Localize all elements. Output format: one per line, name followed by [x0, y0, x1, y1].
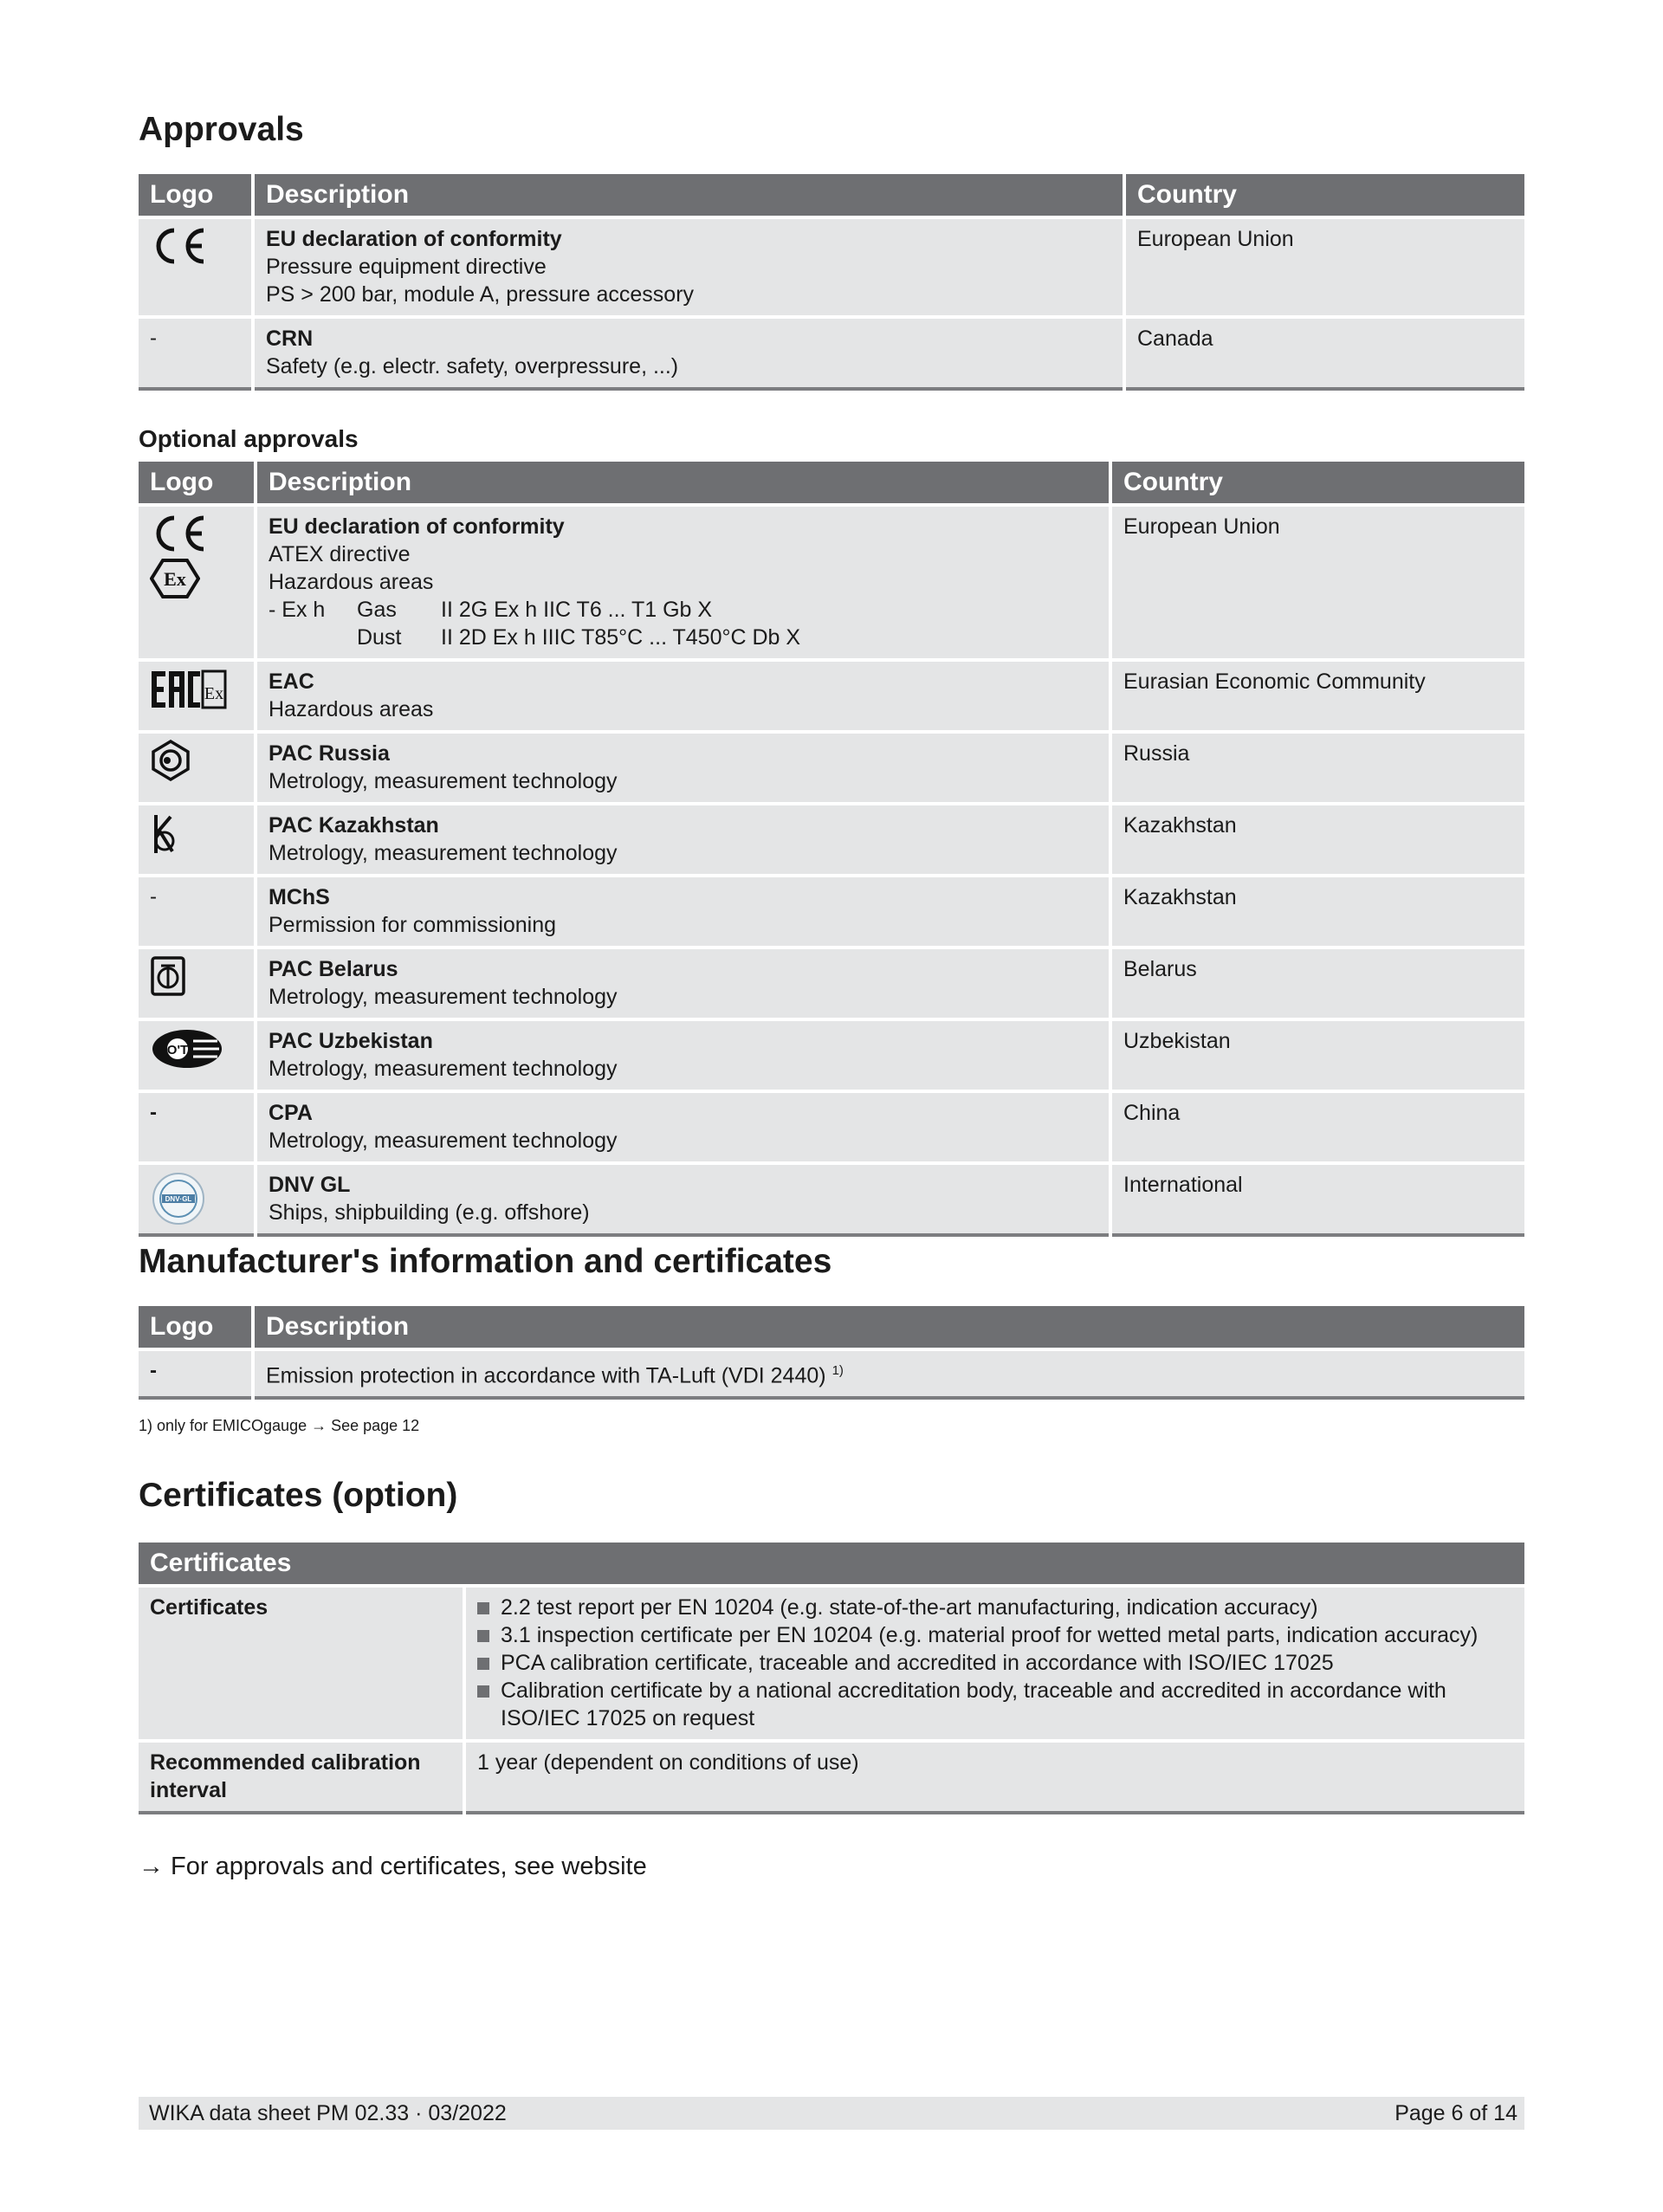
description-cell [255, 1351, 1524, 1400]
list-item: Calibration certificate by a national accreditation body, traceable and accredited in accordance with ISO/IEC 17025 on request [477, 1677, 1513, 1732]
row-line: Metrology, measurement technology [269, 841, 618, 865]
logo-cell: - [139, 319, 251, 391]
country-cell: Belarus [1112, 949, 1524, 1018]
table-row [139, 319, 1524, 391]
optional-approvals-table [135, 458, 1528, 1240]
footnote: 1) only for EMICOgauge → See page 12 [139, 1417, 420, 1434]
svg-text:Ex: Ex [164, 568, 186, 590]
col-logo: Logo [139, 1306, 251, 1348]
col-country: Country [1112, 462, 1524, 503]
gas-code: II 2G Ex h IIC T6 ... T1 Gb X [441, 598, 713, 622]
list-item: PCA calibration certificate, traceable and accredited in accordance with ISO/IEC 17025 [477, 1649, 1513, 1677]
description-cell [257, 662, 1109, 730]
row-title: PAC Uzbekistan [269, 1029, 433, 1053]
country-cell: European Union [1112, 507, 1524, 658]
table-row [139, 1351, 1524, 1400]
description-cell [257, 1093, 1109, 1161]
row-line: Safety (e.g. electr. safety, overpressure, ...) [266, 354, 679, 378]
description-cell [255, 219, 1123, 315]
description-cell [257, 734, 1109, 802]
table-row [139, 1588, 1524, 1739]
pac-russia-icon [150, 740, 243, 781]
row-title: CPA [269, 1101, 313, 1125]
country-cell: Kazakhstan [1112, 805, 1524, 874]
list-item: 2.2 test report per EN 10204 (e.g. state-of-the-art manufacturing, indication accuracy) [477, 1594, 1513, 1621]
optional-approvals-heading: Optional approvals [139, 425, 359, 452]
approvals-heading: Approvals [139, 111, 304, 148]
pac-uzbekistan-icon [150, 1027, 243, 1070]
footnote-ref: 1) [832, 1363, 844, 1378]
row-line: Metrology, measurement technology [269, 1057, 618, 1081]
description-cell [257, 805, 1109, 874]
logo-cell: - [139, 1093, 254, 1161]
logo-cell [139, 662, 254, 730]
dust-code: II 2D Ex h IIIC T85°C ... T450°C Db X [441, 625, 801, 650]
country-cell: Kazakhstan [1112, 877, 1524, 946]
description-cell [257, 1165, 1109, 1237]
country-cell: Canada [1126, 319, 1524, 391]
row-line: Metrology, measurement technology [269, 1129, 618, 1153]
col-country: Country [1126, 174, 1524, 216]
logo-cell [139, 507, 254, 658]
logo-cell: - [139, 877, 254, 946]
logo-cell [139, 805, 254, 874]
logo-cell [139, 734, 254, 802]
row-line: Hazardous areas [269, 697, 434, 721]
logo-cell [139, 1021, 254, 1090]
row-line: Ships, shipbuilding (e.g. offshore) [269, 1200, 590, 1225]
ex-type: - Ex h [269, 598, 326, 622]
svg-text:Ex: Ex [204, 684, 224, 703]
row-title: PAC Kazakhstan [269, 813, 439, 838]
ce-mark-icon [150, 513, 243, 554]
table-row [139, 1743, 1524, 1814]
logo-cell [139, 949, 254, 1018]
row-line: Hazardous areas [269, 570, 434, 594]
table-row [139, 1093, 1524, 1161]
logo-cell: - [139, 1351, 251, 1400]
description-cell [257, 1021, 1109, 1090]
table-row [139, 1165, 1524, 1237]
country-cell: Uzbekistan [1112, 1021, 1524, 1090]
certificate-list [477, 1594, 1513, 1732]
approvals-table [135, 171, 1528, 394]
pac-kazakhstan-icon [150, 812, 243, 857]
logo-cell [139, 1165, 254, 1237]
description-cell [255, 319, 1123, 391]
col-description: Description [255, 1306, 1524, 1348]
row-line: Pressure equipment directive [266, 255, 547, 279]
website-link[interactable]: → For approvals and certificates, see website [139, 1853, 647, 1880]
description-cell [257, 949, 1109, 1018]
row-line: ATEX directive [269, 542, 411, 566]
row-line: Metrology, measurement technology [269, 985, 618, 1009]
svg-text:O'T: O'T [166, 1043, 189, 1057]
country-cell: China [1112, 1093, 1524, 1161]
country-cell: Eurasian Economic Community [1112, 662, 1524, 730]
spacer [269, 624, 357, 651]
gas-label: Gas [357, 598, 397, 622]
certificates-heading: Certificates (option) [139, 1477, 458, 1514]
ex-dust-line [269, 624, 1097, 651]
row-text: Emission protection in accordance with TA-Luft (VDI 2440) [266, 1363, 826, 1388]
row-title: DNV GL [269, 1173, 351, 1197]
col-logo: Logo [139, 462, 254, 503]
page-number: Page 6 of 14 [1394, 2101, 1517, 2125]
col-description: Description [255, 174, 1123, 216]
table-row [139, 662, 1524, 730]
col-description: Description [257, 462, 1109, 503]
row-title: PAC Belarus [269, 957, 398, 981]
row-line: PS > 200 bar, module A, pressure accessory [266, 282, 695, 307]
table-row [139, 219, 1524, 315]
value-cell [466, 1588, 1524, 1739]
list-item: 3.1 inspection certificate per EN 10204 (e.g. material proof for wetted metal parts, indication accuracy) [477, 1621, 1513, 1649]
ce-mark-icon [150, 225, 240, 267]
certificates-table [135, 1539, 1528, 1818]
row-title: EU declaration of conformity [269, 514, 565, 539]
description-cell [257, 877, 1109, 946]
logo-cell [139, 219, 251, 315]
dust-label: Dust [357, 625, 402, 650]
ex-gas-line [269, 596, 1097, 624]
row-title: CRN [266, 327, 314, 351]
country-cell: European Union [1126, 219, 1524, 315]
label-cell: Certificates [139, 1588, 463, 1739]
table-row [139, 949, 1524, 1018]
table-row [139, 877, 1524, 946]
col-logo: Logo [139, 174, 251, 216]
table-row [139, 1021, 1524, 1090]
certificates-header: Certificates [139, 1543, 1524, 1584]
manufacturer-heading: Manufacturer's information and certificates [139, 1243, 832, 1280]
value-cell: 1 year (dependent on conditions of use) [466, 1743, 1524, 1814]
description-cell [257, 507, 1109, 658]
table-row [139, 507, 1524, 658]
eac-ex-icon [150, 668, 243, 711]
page-footer [139, 2097, 1524, 2130]
row-title: EU declaration of conformity [266, 227, 562, 251]
pac-belarus-icon [150, 955, 243, 997]
row-line: Metrology, measurement technology [269, 769, 618, 793]
svg-text:DNV·GL: DNV·GL [165, 1195, 192, 1203]
row-line: Permission for commissioning [269, 913, 557, 937]
footer-left: WIKA data sheet PM 02.33 · 03/2022 [149, 2101, 507, 2125]
manufacturer-table [135, 1303, 1528, 1403]
row-title: PAC Russia [269, 741, 390, 766]
country-cell: International [1112, 1165, 1524, 1237]
dnv-gl-icon [150, 1171, 243, 1226]
table-row [139, 734, 1524, 802]
row-title: EAC [269, 669, 314, 694]
label-cell: Recommended calibration interval [139, 1743, 463, 1814]
row-title: MChS [269, 885, 330, 909]
table-row [139, 805, 1524, 874]
country-cell: Russia [1112, 734, 1524, 802]
ex-hexagon-icon [150, 558, 243, 599]
